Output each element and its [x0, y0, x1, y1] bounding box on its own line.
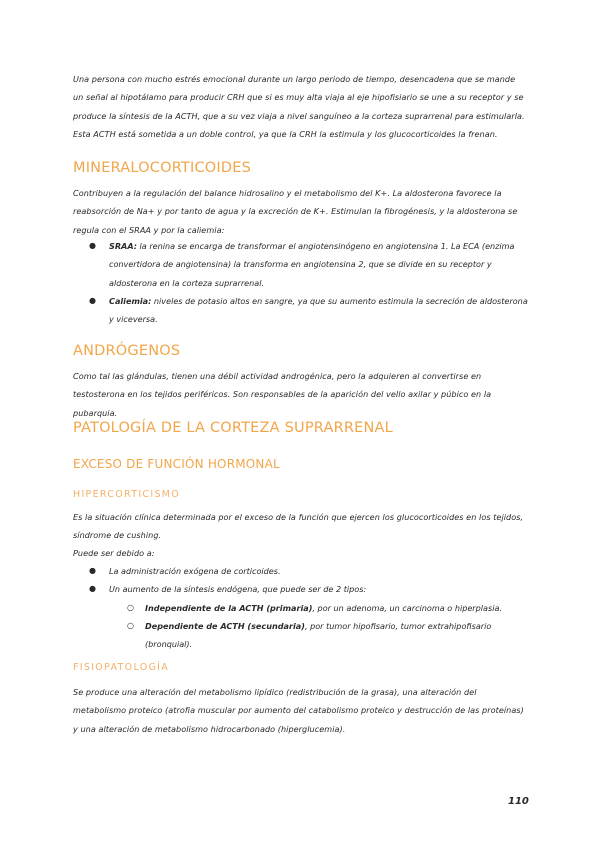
due-to-line: Puede ser debido a: — [73, 548, 155, 558]
sub-list-item — [109, 599, 528, 617]
page-number: 110 — [508, 796, 529, 807]
sub-list-item-term: Dependiente de ACTH (secundaria) — [145, 620, 305, 631]
heading-fisiopatologia: FISIOPATOLOGÍA — [73, 662, 170, 673]
sub-list-item — [109, 617, 528, 654]
sub-list — [109, 599, 528, 654]
intro-paragraph: Una persona con mucho estrés emocional durante un largo periodo de tiempo, desencadena que se mande un señal al hipotálamo para producir CRH que si es muy alta viaja al eje hipofisiario se une a su receptor y se produce la síntesis de la ACTH, que a su vez viaja a nivel sanguíneo a la corteza suprarrenal para estimularla. Esta ACTH está sometida a un doble control, ya que la CRH la estimula y los glucocorticoides la frenan. — [73, 74, 525, 139]
heading-androgenos: ANDRÓGENOS — [73, 343, 181, 359]
list-item-term: SRAA: — [109, 241, 137, 251]
mineralocorticoides-paragraph: Contribuyen a la regulación del balance hidrosalino y el metabolismo del K+. La aldosterona favorece la reabsorción de Na+ y por tanto de agua y la excreción de K+. Estimulan la fibrogénesis, y la aldosterona se regula con el SRAA y por la caliemia: — [73, 188, 518, 235]
heading-mineralocorticoides: MINERALOCORTICOIDES — [73, 160, 252, 176]
list-item-text: la renina se encarga de transformar el angiotensinógeno en angiotensina 1. La ECA (enzima convertidora de angiotensina) la transforma en angiotensina 2, que se divide en su receptor y aldosterona en la corteza suprarrenal. — [109, 241, 515, 288]
list-item — [73, 292, 528, 329]
heading-patologia: PATOLOGÍA DE LA CORTEZA SUPRARRENAL — [73, 420, 393, 436]
list-item — [73, 580, 528, 653]
hipercorticismo-paragraph: Es la situación clínica determinada por el exceso de la función que ejercen los glucocorticoides en los tejidos, síndrome de cushing. — [73, 512, 524, 541]
androgenos-paragraph: Como tal las glándulas, tienen una débil actividad androgénica, pero la adquieren al convertirse en testosterona en los tejidos periféricos. Son responsables de la aparición del vello axilar y púbico en la pubarquia. — [73, 371, 492, 418]
list-item — [73, 237, 528, 292]
mineralocorticoides-list — [73, 237, 528, 328]
sub-list-item-text: , por tumor hipofisario, tumor extrahipofisario (bronquial). — [145, 620, 492, 650]
heading-hipercorticismo: HIPERCORTICISMO — [73, 489, 181, 500]
sub-list-item-term: Independiente de la ACTH (primaria) — [145, 602, 313, 613]
causes-list — [73, 562, 528, 653]
list-item-text: La administración exógena de corticoides. — [109, 566, 281, 576]
list-item-term: Caliemia: — [109, 295, 152, 306]
list-item — [73, 562, 528, 580]
list-item-text: Un aumento de la síntesis endógena, que puede ser de 2 tipos: — [109, 584, 367, 595]
sub-list-item-text: , por un adenoma, un carcinoma o hiperplasia. — [312, 602, 502, 613]
heading-exceso-funcion: EXCESO DE FUNCIÓN HORMONAL — [73, 457, 280, 471]
list-item-text: niveles de potasio altos en sangre, ya que su aumento estimula la secreción de aldosterona y viceversa. — [109, 295, 528, 325]
fisiopatologia-paragraph: Se produce una alteración del metabolismo lipídico (redistribución de la grasa), una alteración del metabolismo proteico (atrofia muscular por aumento del catabolismo proteico y destrucción de las proteínas) y una alteración de metabolismo hidrocarbonado (hiperglucemia). — [73, 687, 524, 734]
